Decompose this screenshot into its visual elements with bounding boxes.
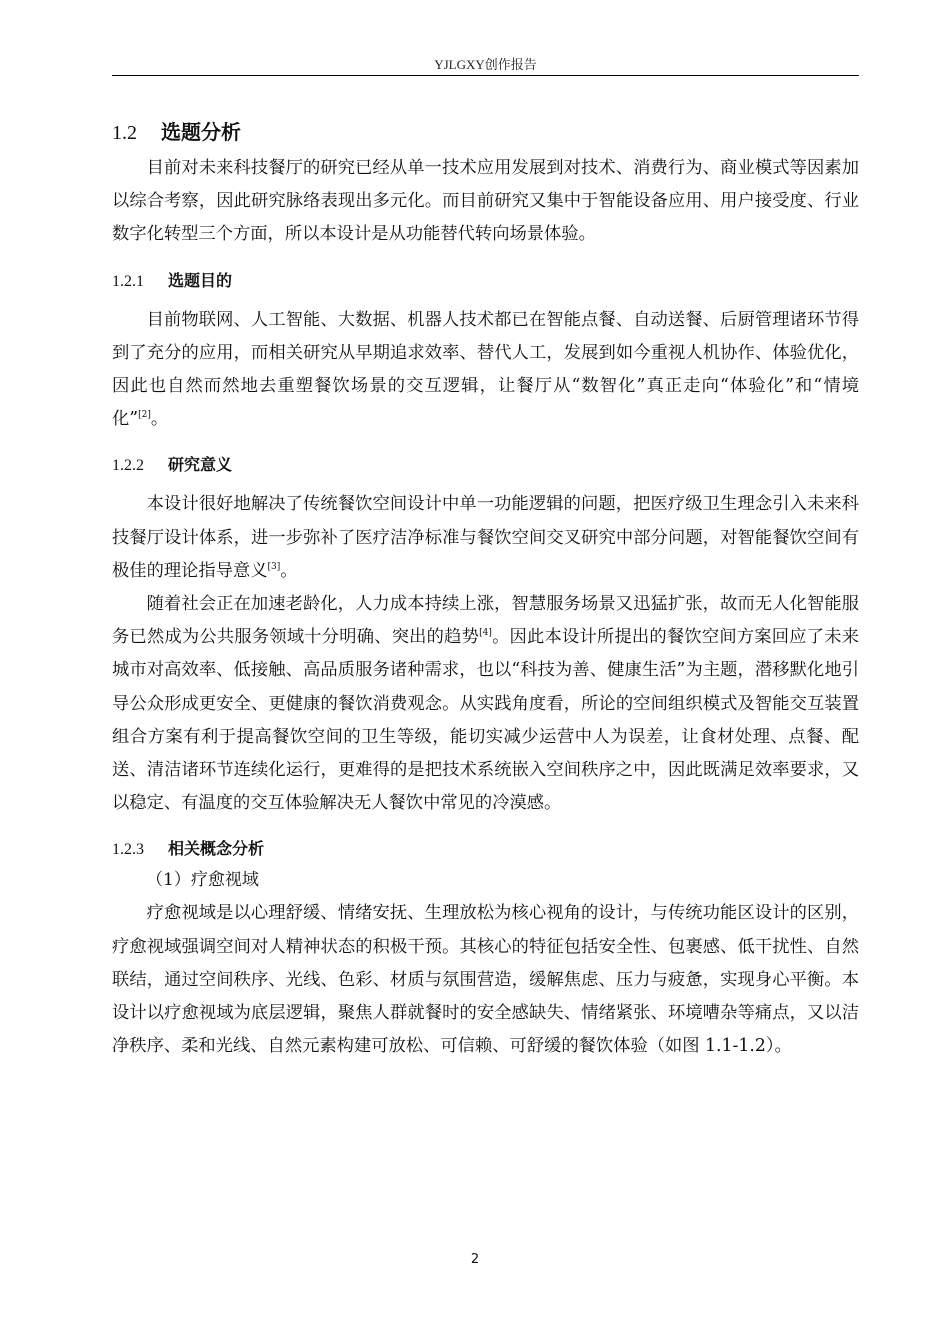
subsection-heading-1-2-3 (112, 834, 859, 864)
paragraph-end: 。 (150, 409, 169, 430)
citation-ref: [4] (479, 628, 492, 639)
paragraph-significance-1 (112, 488, 859, 588)
citation-ref: [3] (267, 561, 281, 572)
subsection-title: 相关概念分析 (168, 839, 265, 859)
sub-item-heading: （1）疗愈视域 (146, 870, 259, 891)
paragraph-significance-2 (112, 588, 859, 820)
paragraph-end: 。 (280, 560, 298, 581)
section-number: 1.2 (112, 122, 137, 144)
paragraph-text: 随着社会正在加速老龄化，人力成本持续上涨，智慧服务场景又迅猛扩张，故而无人化智能服务已然成为公共服务领域十分明确、突出的趋势 (112, 594, 859, 648)
paragraph-healing-perspective: 疗愈视域是以心理舒缓、情绪安抚、生理放松为核心视角的设计，与传统功能区设计的区别，疗愈视域强调空间对人精神状态的积极干预。其核心的特征包括安全性、包裹感、低干扰性、自然联结，通过空间秩序、光线、色彩、材质与氛围营造，缓解焦虑、压力与疲惫，实现身心平衡。本设计以疗愈视域为底层逻辑，聚焦人群就餐时的安全感缺失、情绪紧张、环境嘈杂等痛点，又以洁净秩序、柔和光线、自然元素构建可放松、可信赖、可舒缓的餐饮体验（如图 1.1-1.2）。 (112, 903, 859, 1057)
subsection-title: 研究意义 (168, 455, 233, 475)
subsection-number: 1.2.2 (112, 457, 144, 475)
subsection-number: 1.2.3 (112, 841, 144, 859)
subsection-title: 选题目的 (168, 270, 233, 290)
paragraph-purpose (112, 304, 859, 437)
page-number: 2 (470, 1252, 480, 1267)
subsection-number: 1.2.1 (112, 272, 144, 290)
header-divider (112, 75, 859, 76)
subsection-heading-1-2-1 (112, 266, 859, 296)
paragraph-text: 目前物联网、人工智能、大数据、机器人技术都已在智能点餐、自动送餐、后厨管理诸环节得到了充分的应用，而相关研究从早期追求效率、替代人工，发展到如今重视人机协作、体验优化，因此也自然而然地去重塑餐饮场景的交互逻辑，让餐厅从“数智化”真正走向“体验化”和“情境化” (112, 309, 859, 430)
subsection-heading-1-2-2 (112, 450, 859, 480)
section-heading (112, 112, 859, 152)
page-body (112, 112, 859, 1063)
section-title: 选题分析 (161, 120, 241, 144)
citation-ref: [2] (138, 410, 151, 421)
running-header: YJLGXY创作报告 (434, 57, 537, 72)
paragraph-text: 本设计很好地解决了传统餐饮空间设计中单一功能逻辑的问题，把医疗级卫生理念引入未来科技餐厅设计体系，进一步弥补了医疗洁净标准与餐饮空间交叉研究中部分问题，对智能餐饮空间有极佳的理论指导意义 (112, 494, 859, 581)
paragraph-text-continued: 。因此本设计所提出的餐饮空间方案回应了未来城市对高效率、低接触、高品质服务诸种需求，也以“科技为善、健康生活”为主题，潜移默化地引导公众形成更安全、更健康的餐饮消费观念。从实践角度看，所论的空间组织模式及智能交互装置组合方案有利于提高餐饮空间的卫生等级，能切实减少运营中人为误差，让食材处理、点餐、配送、清洁诸环节连续化运行，更难得的是把技术系统嵌入空间秩序之中，因此既满足效率要求，又以稳定、有温度的交互体验解决无人餐饮中常见的冷漠感。 (112, 627, 859, 814)
section-intro-paragraph: 目前对未来科技餐厅的研究已经从单一技术应用发展到对技术、消费行为、商业模式等因素加以综合考察，因此研究脉络表现出多元化。而目前研究又集中于智能设备应用、用户接受度、行业数字化转型三个方面，所以本设计是从功能替代转向场景体验。 (112, 158, 859, 245)
